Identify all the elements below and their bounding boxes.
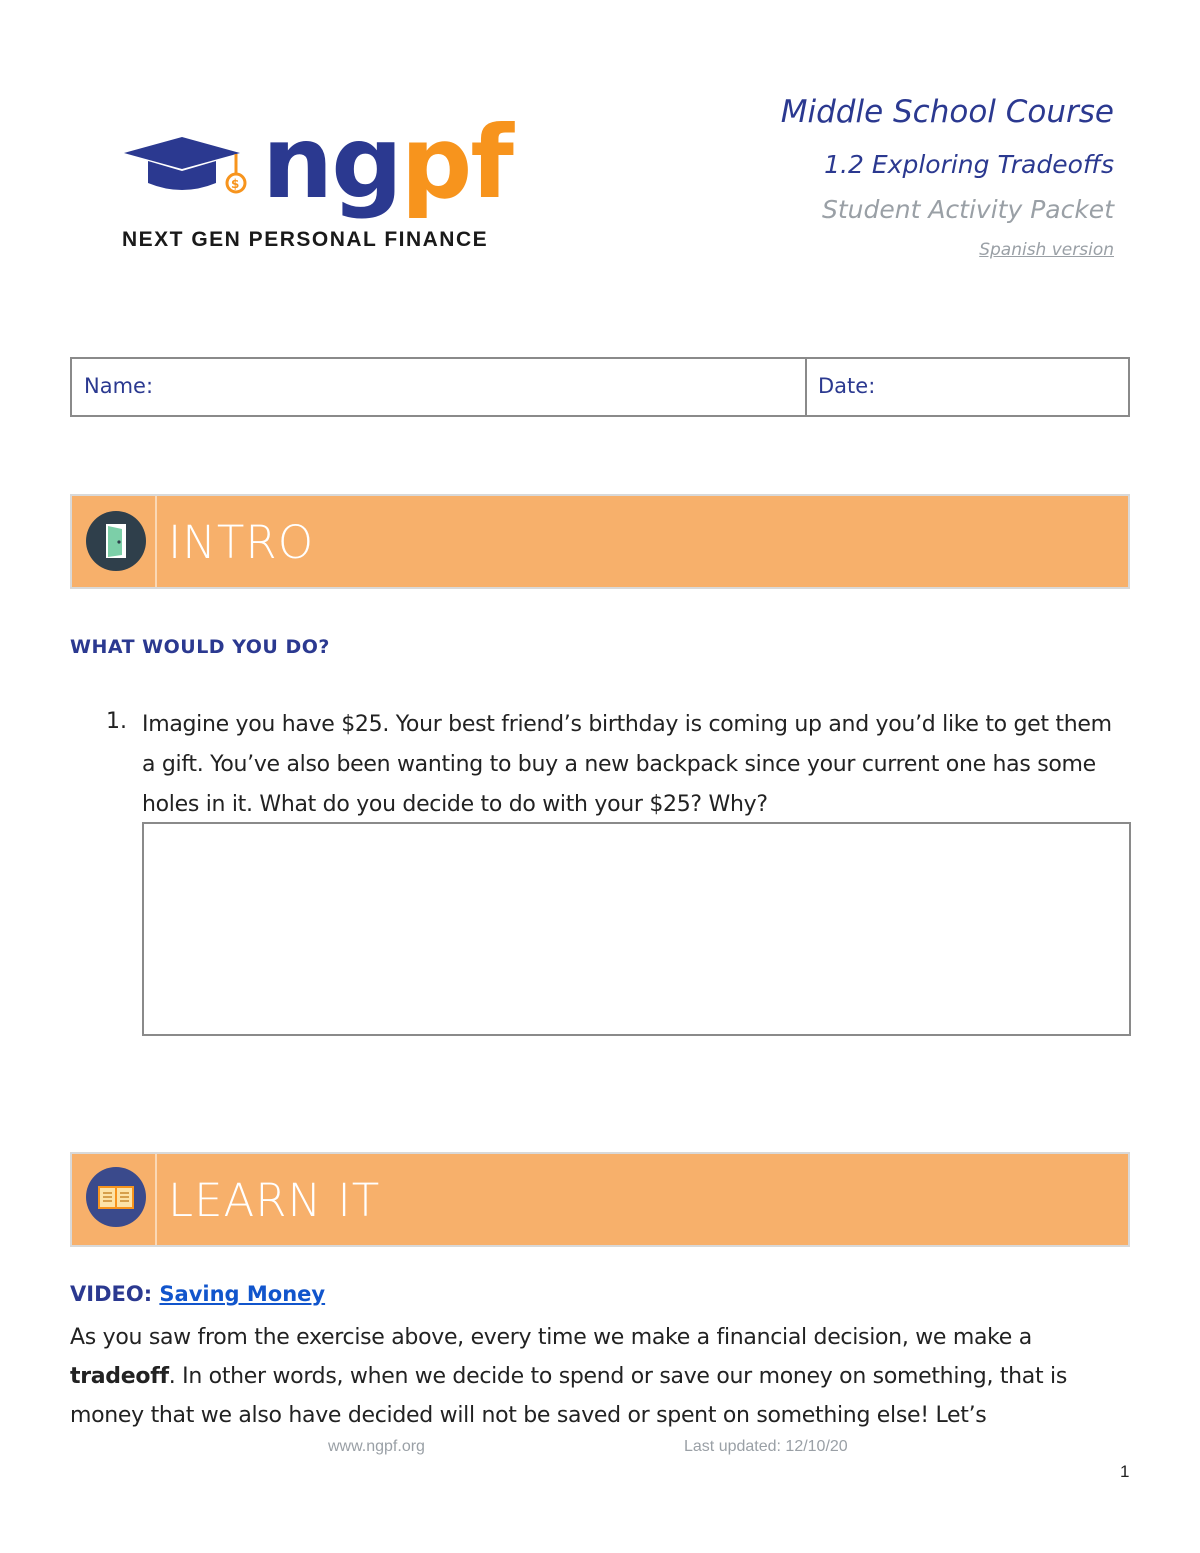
logo-word-pf: pf [400,104,512,221]
ngpf-logo-mortarboard [120,135,270,205]
intro-title: INTRO [168,516,315,569]
paragraph-text-start: As you saw from the exercise above, every time we make a financial decision, we make a [70,1325,1032,1350]
date-field-label: Date: [818,374,876,398]
question-text: Imagine you have $25. Your best friend’s birthday is coming up and you’d like to get them a gift. You’ve also been wanting to buy a new backpack since your current one has some holes in it. What do you decide to do with your $25? Why? [142,712,1112,817]
answer-textbox[interactable] [142,822,1131,1036]
packet-title: Student Activity Packet [821,195,1114,224]
tradeoff-term: tradeoff [70,1364,169,1389]
learn-paragraph [70,1318,1130,1435]
logo-word-ng: ng [262,104,401,221]
question-number: 1. [106,709,127,734]
saving-money-video-link[interactable]: Saving Money [159,1282,326,1306]
name-field-label: Name: [84,374,154,398]
name-date-divider [805,357,807,417]
video-line [70,1282,325,1306]
name-field[interactable] [160,360,800,414]
what-would-you-do-heading: WHAT WOULD YOU DO? [70,636,330,658]
book-icon [86,1167,146,1227]
paragraph-text-end: . In other words, when we decide to spend or save our money on something, that is money that we also have decided will not be saved or spent on something else! Let’s [70,1364,1067,1428]
banner-divider [155,496,157,587]
course-title: Middle School Course [780,94,1114,130]
lesson-title: 1.2 Exploring Tradeoffs [824,150,1114,179]
learn-it-title: LEARN IT [168,1174,381,1227]
banner-divider [155,1154,157,1245]
date-field[interactable] [886,360,1126,414]
spanish-version-link[interactable]: Spanish version [979,240,1114,260]
page-number: 1 [1120,1462,1130,1481]
door-icon [86,511,146,571]
footer-website: www.ngpf.org [328,1438,425,1455]
footer-last-updated: Last updated: 12/10/20 [684,1438,848,1455]
logo-tagline: NEXT GEN PERSONAL FINANCE [122,228,489,251]
ngpf-logo-wordmark [262,104,512,221]
video-label: VIDEO: [70,1282,153,1306]
svg-text:$: $ [231,177,240,191]
